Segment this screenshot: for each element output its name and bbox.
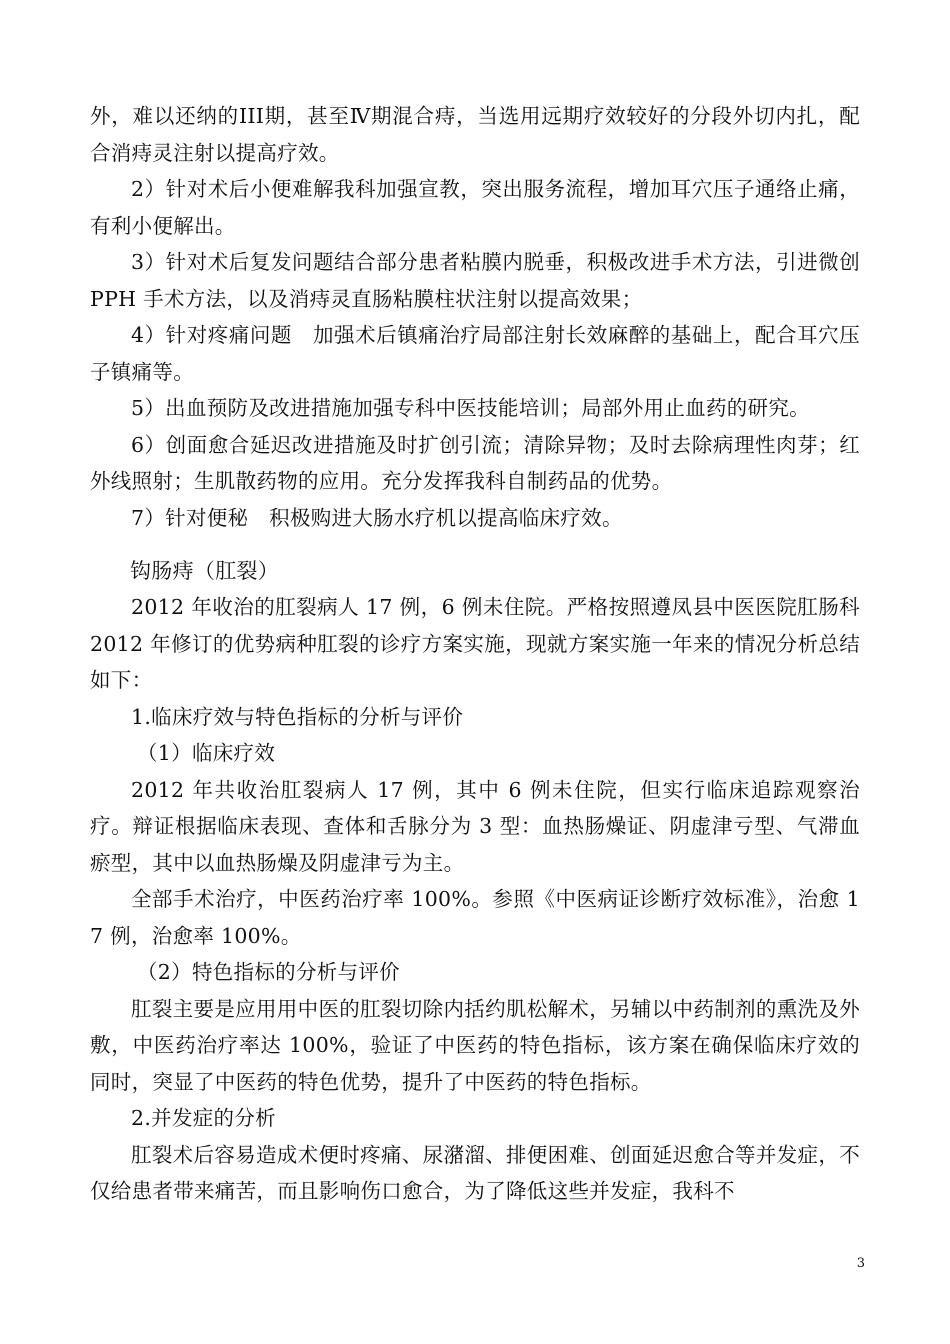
paragraph-complications: 肛裂术后容易造成术便时疼痛、尿潴溜、排便困难、创面延迟愈合等并发症，不仅给患者带来痛苦，而且影响伤口愈合，为了降低这些并发症，我科不 bbox=[90, 1142, 860, 1203]
paragraph-continuation: 外，难以还纳的III期，甚至Ⅳ期混合痔，当选用远期疗效较好的分段外切内扎，配合消痔灵注射以提高疗效。 bbox=[90, 104, 860, 165]
section-intro-paragraph: 2012 年收治的肛裂病人 17 例，6 例未住院。严格按照遵凤县中医医院肛肠科 2012 年修订的优势病种肛裂的诊疗方案实施，现就方案实施一年来的情况分析总结如下： bbox=[90, 595, 860, 692]
paragraph-feature-analysis: 肛裂主要是应用用中医的肛裂切除内括约肌松解术，另辅以中药制剂的熏洗及外敷，中医药治疗率达 100%，验证了中医药的特色指标，该方案在确保临床疗效的同时，突显了中医药的特色优势，提升了中医药的特色指标。 bbox=[90, 996, 860, 1094]
list-item-wound-healing: 6）创面愈合延迟改进措施及时扩创引流；清除异物；及时去除病理性肉芽；红外线照射；生肌散药物的应用。充分发挥我科自制药品的优势。 bbox=[90, 432, 860, 493]
list-item-bleeding: 5）出血预防及改进措施加强专科中医技能培训；局部外用止血药的研究。 bbox=[131, 396, 810, 420]
subsection-heading-feature-indicators: （2）特色指标的分析与评价 bbox=[137, 960, 400, 984]
subsection-heading-complications: 2.并发症的分析 bbox=[131, 1106, 276, 1130]
list-item-constipation: 7）针对便秘 积极购进大肠水疗机以提高临床疗效。 bbox=[131, 505, 623, 530]
list-item-urination: 2）针对术后小便难解我科加强宣教，突出服务流程，增加耳穴压子通络止痛，有利小便解出。 bbox=[90, 177, 860, 238]
list-item-pain: 4）针对疼痛问题 加强术后镇痛治疗局部注射长效麻醉的基础上，配合耳穴压子镇痛等。 bbox=[90, 323, 860, 384]
paragraph-cure-rate: 全部手术治疗，中医药治疗率 100%。参照《中医病证诊断疗效标准》，治愈 17 例，治愈率 100%。 bbox=[90, 887, 860, 948]
section-heading: 钩肠痔（肛裂） bbox=[130, 559, 280, 583]
paragraph-cases: 2012 年共收治肛裂病人 17 例，其中 6 例未住院，但实行临床追踪观察治疗。辩证根据临床表现、查体和舌脉分为 3 型：血热肠燥证、阴虚津亏型、气滞血瘀型，其中以血热肠燥及阴虚津亏为主。 bbox=[90, 777, 860, 875]
subsection-heading-efficacy: 1.临床疗效与特色指标的分析与评价 bbox=[131, 704, 464, 729]
list-item-recurrence: 3）针对术后复发问题结合部分患者粘膜内脱垂，积极改进手术方法，引进微创 PPH 手术方法，以及消痔灵直肠粘膜柱状注射以提高效果； bbox=[90, 250, 860, 311]
page-number: 3 bbox=[856, 1256, 865, 1271]
subsection-heading-clinical-efficacy: （1）临床疗效 bbox=[137, 741, 276, 765]
document-body bbox=[90, 98, 860, 1210]
